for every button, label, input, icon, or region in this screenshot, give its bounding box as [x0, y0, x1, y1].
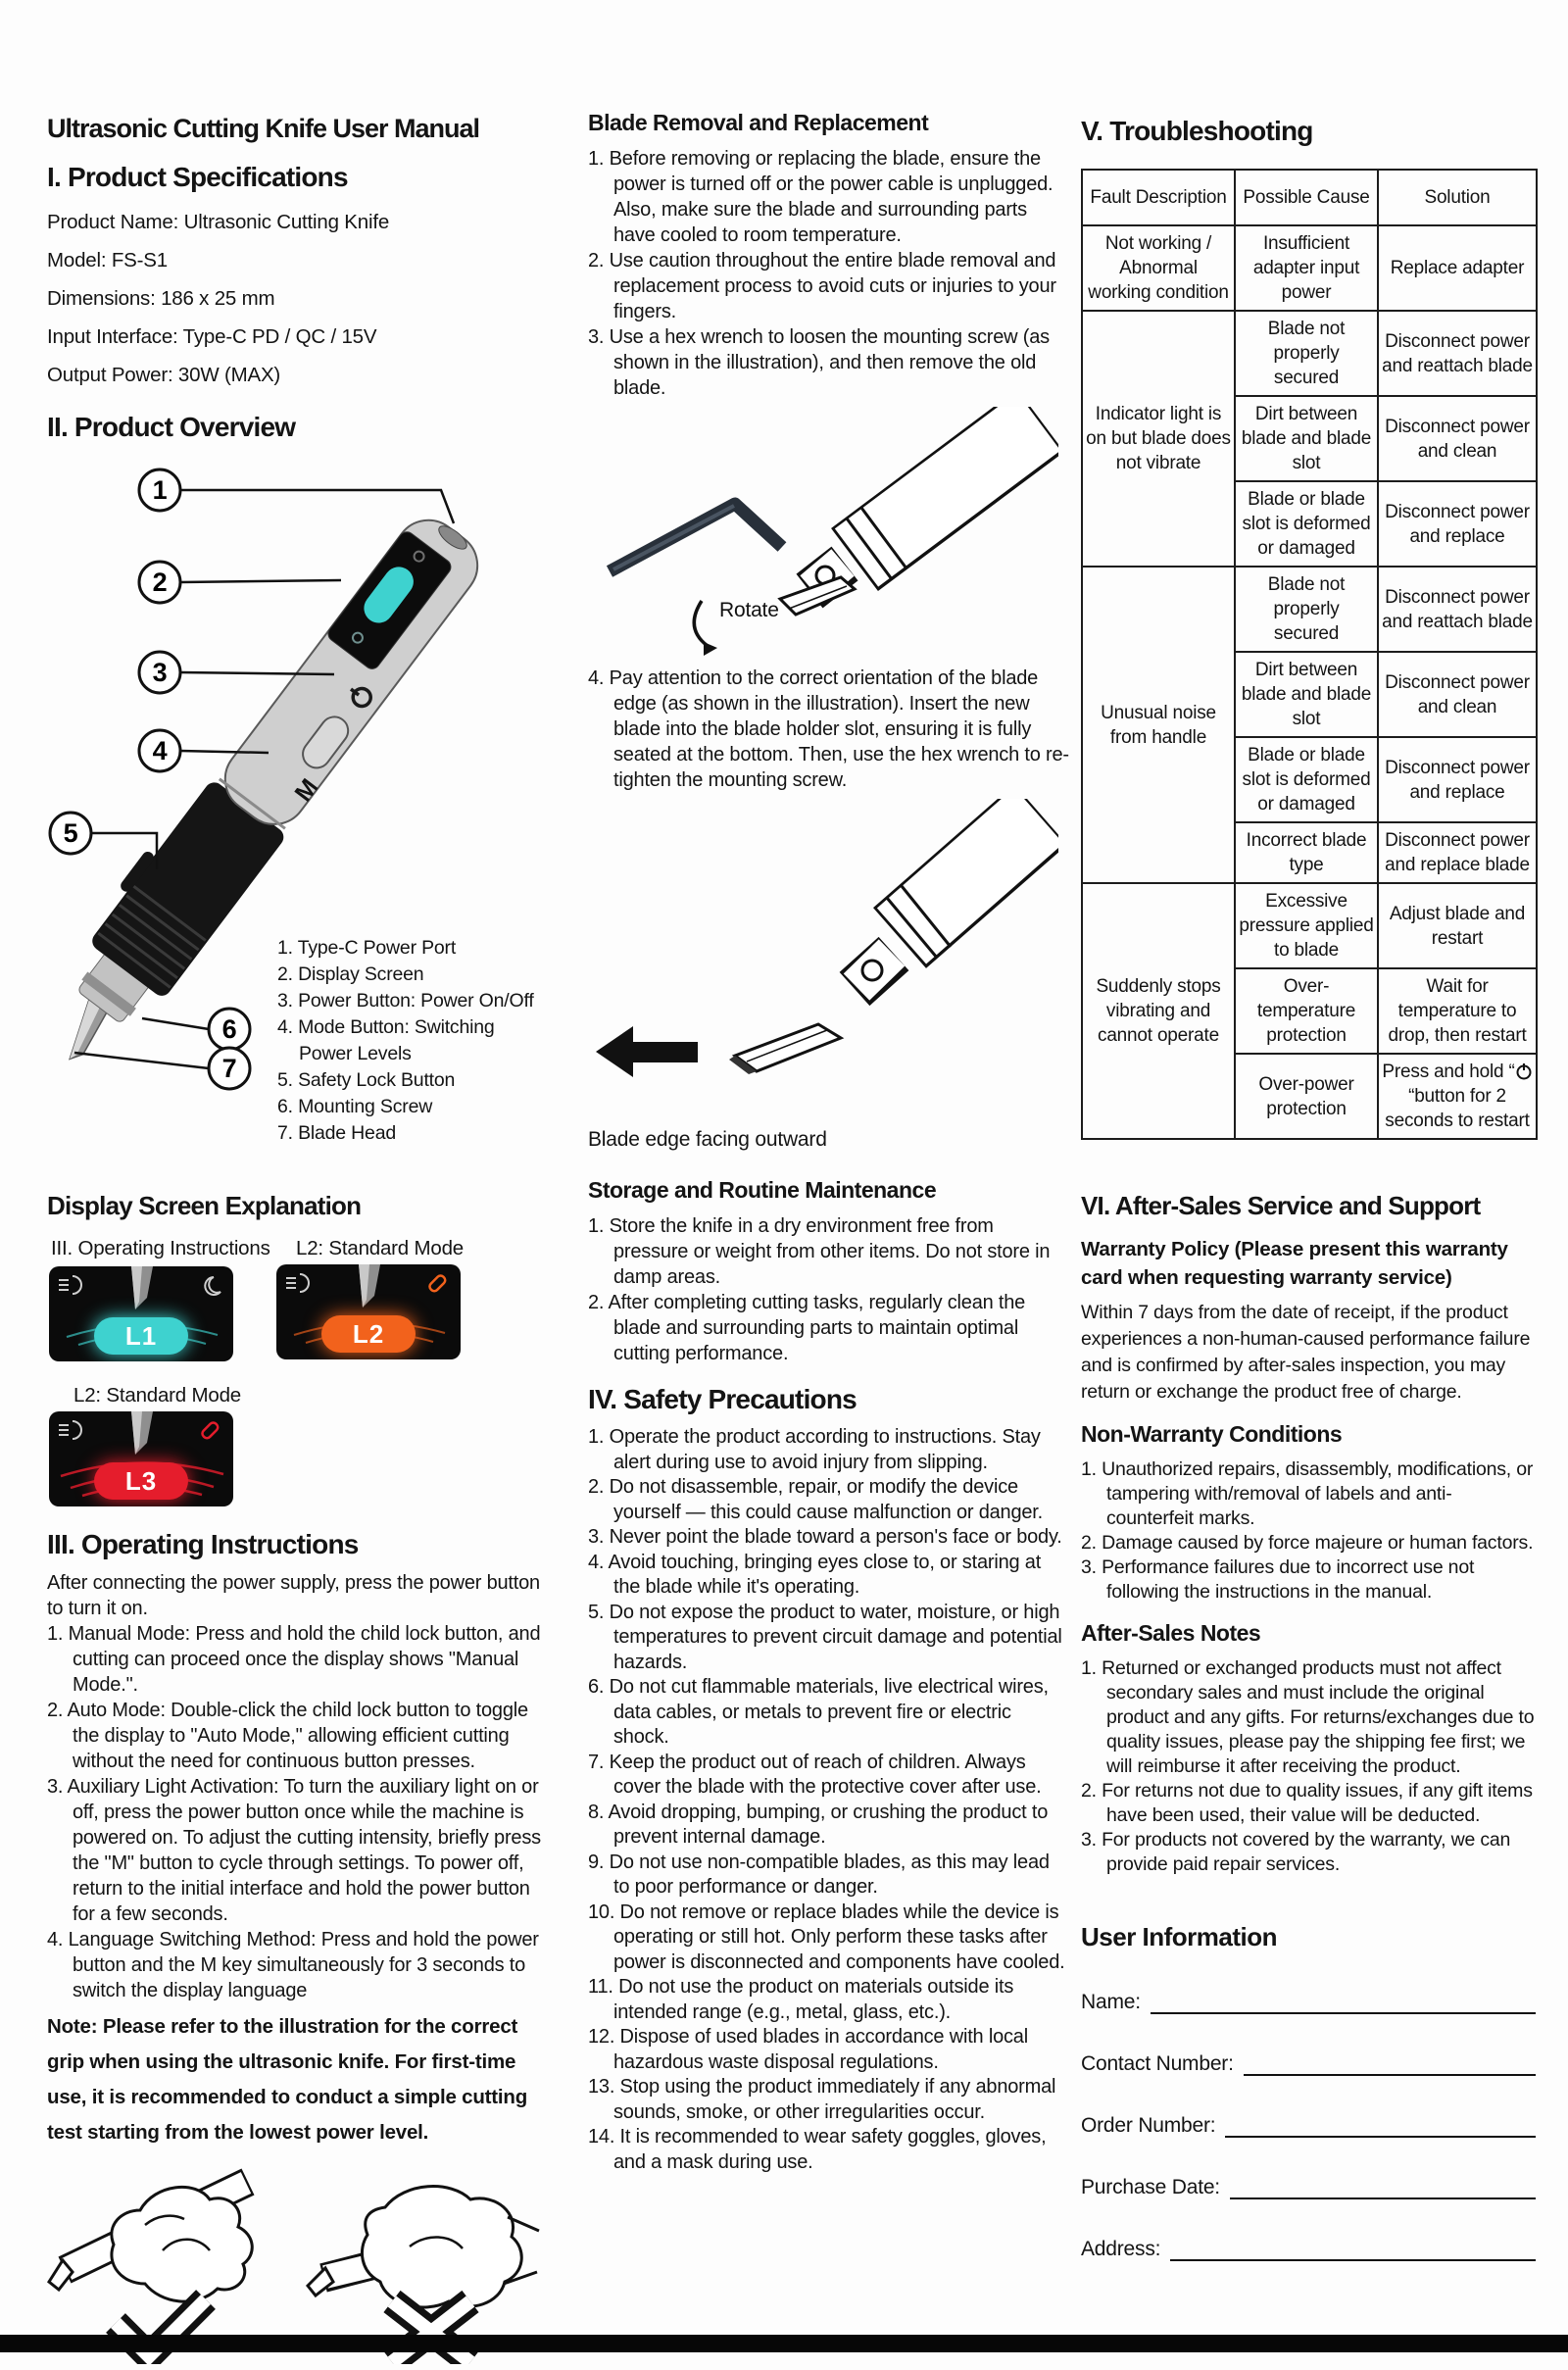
field-name: [1081, 1991, 1536, 2014]
field-purchase-date: [1081, 2176, 1536, 2199]
screen-label-2: L2: Standard Mode: [296, 1237, 464, 1259]
cause-cell: Dirt between blade and blade slot: [1235, 652, 1378, 737]
field-address: [1081, 2238, 1536, 2261]
headlight-icon: [59, 1421, 81, 1439]
page-title: Ultrasonic Cutting Knife User Manual: [47, 114, 480, 143]
solution-cell: Disconnect power and replace blade: [1378, 822, 1537, 883]
table-header-row: [1082, 170, 1537, 225]
safety-item: 11. Do not use the product on materials outside its intended range (e.g., metal, glass, etc.).: [588, 1976, 1014, 2023]
aftersales-notes-heading: After-Sales Notes: [1081, 1620, 1261, 1646]
cause-cell: Incorrect blade type: [1235, 822, 1378, 883]
power-icon: [1515, 1062, 1533, 1080]
headlight-icon: [286, 1274, 309, 1292]
safety-item: 4. Avoid touching, bringing eyes close to, or staring at the blade while it's operating.: [588, 1551, 1042, 1598]
product-overview-illustration: [47, 453, 552, 1173]
cause-cell: Blade or blade slot is deformed or damaged: [1235, 737, 1378, 822]
display-screens: [47, 1235, 552, 1511]
correct-grip: [49, 2182, 252, 2301]
display-explanation-heading: Display Screen Explanation: [47, 1191, 362, 1220]
operating-item: 2. Auto Mode: Double-click the child lock button to toggle the display to "Auto Mode," allowing efficient cutting without the need for continuous button presses.: [47, 1700, 528, 1772]
storage-list: [588, 1213, 1070, 1366]
nonwarranty-item: 1. Unauthorized repairs, disassembly, modifications, or tampering with/removal of labels and anti-counterfeit marks.: [1081, 1458, 1534, 1529]
aftersales-note-item: 1. Returned or exchanged products must not affect secondary sales and must include the original product and any gifts. For returns/exchanges due to quality issues, please pay the shipping fee first; we will reimburse it after receiving the product.: [1081, 1657, 1535, 1777]
solution-cell: Replace adapter: [1378, 225, 1537, 311]
direction-arrow: [596, 1026, 698, 1077]
part-item: 6. Mounting Screw: [277, 1096, 433, 1117]
spec-line: Product Name: Ultrasonic Cutting Knife: [47, 211, 390, 233]
nonwarranty-heading: Non-Warranty Conditions: [1081, 1421, 1343, 1447]
write-in-line: [1170, 2240, 1536, 2261]
col-header-fault: Fault Description: [1082, 170, 1235, 225]
section-aftersales-heading: VI. After-Sales Service and Support: [1081, 1191, 1481, 1220]
pencil-icon: [428, 1274, 447, 1293]
part-item: 7. Blade Head: [277, 1122, 396, 1144]
callout-6: 6: [221, 1014, 237, 1044]
troubleshooting-table: [1081, 169, 1538, 1140]
screen-l2: [276, 1264, 461, 1359]
field-label: Order Number:: [1081, 2114, 1216, 2137]
hand-outline: [362, 2187, 521, 2307]
power-level-badge: L1: [94, 1317, 188, 1355]
moon-icon: [205, 1277, 220, 1295]
rotate-arrow: [694, 601, 708, 646]
cause-cell: Blade not properly secured: [1235, 311, 1378, 396]
scan-edge-bar: [0, 2335, 1568, 2352]
screen-label-3: L2: Standard Mode: [74, 1384, 241, 1407]
safety-item: 13. Stop using the product immediately if any abnormal sounds, smoke, or other irregularities occur.: [588, 2076, 1056, 2123]
section-troubleshooting-heading: V. Troubleshooting: [1081, 116, 1313, 146]
blade-holder-hole: [862, 961, 882, 980]
safety-item: 12. Dispose of used blades in accordance with local hazardous waste disposal regulations.: [588, 2026, 1028, 2073]
blade-removal-heading: Blade Removal and Replacement: [588, 110, 929, 135]
fault-cell: Unusual noise from handle: [1082, 567, 1235, 883]
table-row: [1082, 567, 1537, 652]
screen-label-1: III. Operating Instructions: [51, 1237, 270, 1259]
power-level-badge: L2: [321, 1315, 416, 1353]
callout-3: 3: [152, 658, 168, 687]
safety-item: 10. Do not remove or replace blades while the device is operating or still hot. Only perform these tasks after power is disconnected and components have cooled.: [588, 1901, 1065, 1973]
cause-cell: Blade not properly secured: [1235, 567, 1378, 652]
solution-cell: Disconnect power and clean: [1378, 396, 1537, 481]
safety-item: 6. Do not cut flammable materials, live electrical wires, data cables, or metals to prevent fire or electric shock.: [588, 1676, 1049, 1748]
spec-line: Input Interface: Type-C PD / QC / 15V: [47, 325, 377, 348]
aftersales-note-item: 3. For products not covered by the warranty, we can provide paid repair services.: [1081, 1829, 1511, 1875]
spec-line: Output Power: 30W (MAX): [47, 364, 281, 386]
safety-item: 7. Keep the product out of reach of children. Always cover the blade with the protective cover after use.: [588, 1751, 1042, 1798]
column-middle: [588, 110, 1070, 2175]
part-item: 4. Mode Button: Switching Power Levels: [277, 1016, 495, 1064]
callout-4: 4: [152, 736, 168, 765]
safety-item: 9. Do not use non-compatible blades, as this may lead to poor performance or danger.: [588, 1851, 1050, 1898]
storage-item: 2. After completing cutting tasks, regularly clean the blade and surrounding parts to maintain optimal cutting performance.: [588, 1292, 1026, 1364]
cause-cell: Blade or blade slot is deformed or damaged: [1235, 481, 1378, 567]
table-row: [1082, 883, 1537, 968]
col-header-solution: Solution: [1378, 170, 1537, 225]
fault-cell: Indicator light is on but blade does not vibrate: [1082, 311, 1235, 567]
fault-cell: Not working / Abnormal working condition: [1082, 225, 1235, 311]
callout-5: 5: [63, 818, 78, 848]
solution-cell-power: Press and hold ““button for 2 seconds to restart: [1378, 1054, 1537, 1139]
solution-cell: Disconnect power and reattach blade: [1378, 567, 1537, 652]
spec-list: [47, 203, 552, 394]
blade-caption: Blade edge facing outward: [588, 1128, 827, 1151]
safety-item: 1. Operate the product according to instructions. Stay alert during use to avoid injury from slipping.: [588, 1426, 1041, 1473]
cause-cell: Dirt between blade and blade slot: [1235, 396, 1378, 481]
operating-note: Note: Please refer to the illustration for the correct grip when using the ultrasonic knife. For first-time use, it is recommended to conduct a simple cutting test starting from the lowest power level.: [47, 2015, 528, 2144]
mode-button-label: M: [289, 773, 324, 807]
solution-cell: Disconnect power and clean: [1378, 652, 1537, 737]
solution-cell: Disconnect power and replace: [1378, 737, 1537, 822]
operating-item: 4. Language Switching Method: Press and hold the power button and the M key simultaneously for 3 seconds to switch the display language: [47, 1929, 539, 2001]
field-label: Purchase Date:: [1081, 2176, 1220, 2198]
storage-heading: Storage and Routine Maintenance: [588, 1177, 937, 1203]
hand-outline: [112, 2187, 252, 2301]
field-contact-number: [1081, 2052, 1536, 2076]
blade-removal-item: 1. Before removing or replacing the blade, ensure the power is turned off or the power cable is unplugged. Also, make sure the blade and surrounding parts have cooled to room temperature.: [588, 148, 1054, 246]
solution-cell: Adjust blade and restart: [1378, 883, 1537, 968]
field-order-number: [1081, 2114, 1536, 2138]
field-label: Contact Number:: [1081, 2052, 1234, 2075]
solution-cell: Disconnect power and replace: [1378, 481, 1537, 567]
table-row: [1082, 225, 1537, 311]
cause-cell: Over-power protection: [1235, 1054, 1378, 1139]
warranty-policy-heading: Warranty Policy (Please present this warranty card when requesting warranty service): [1081, 1238, 1508, 1289]
section-safety-heading: IV. Safety Precautions: [588, 1384, 857, 1414]
operating-item: 1. Manual Mode: Press and hold the child lock button, and cutting can proceed once the display shows "Manual Mode.".: [47, 1623, 541, 1696]
cause-cell: Excessive pressure applied to blade: [1235, 883, 1378, 968]
column-right: [1081, 116, 1536, 2261]
fault-cell: Suddenly stops vibrating and cannot operate: [1082, 883, 1235, 1139]
safety-item: 3. Never point the blade toward a person's face or body.: [588, 1526, 1062, 1548]
aftersales-notes-list: [1081, 1656, 1536, 1877]
field-label: Address:: [1081, 2238, 1161, 2260]
section-operating-heading: III. Operating Instructions: [47, 1529, 359, 1559]
solution-cell: Wait for temperature to drop, then restart: [1378, 968, 1537, 1054]
screen-l3: [49, 1411, 233, 1506]
blade-removal-item-4: 4. Pay attention to the correct orientation of the blade edge (as shown in the illustration). Insert the new blade into the blade holder slot, ensuring it is fully seated at the bottom. Then, use the hex wrench to re-tighten the mounting screw.: [588, 667, 1069, 791]
cross-icon: [392, 2301, 470, 2362]
safety-list: [588, 1425, 1070, 2175]
grip-illustration: [47, 2156, 549, 2364]
incorrect-grip: [308, 2187, 539, 2307]
loosen-screw-illustration: [588, 407, 1058, 660]
part-item: 3. Power Button: Power On/Off: [277, 990, 534, 1012]
headlight-icon: [59, 1276, 81, 1294]
write-in-line: [1244, 2054, 1536, 2076]
table-row: [1082, 311, 1537, 396]
write-in-line: [1151, 1993, 1536, 2014]
warranty-policy-text: Within 7 days from the date of receipt, if the product experiences a non-human-caused performance failure and is confirmed by after-sales inspection, you may return or exchange the product free of charge.: [1081, 1302, 1531, 1403]
safety-item: 8. Avoid dropping, bumping, or crushing the product to prevent internal damage.: [588, 1801, 1049, 1848]
pencil-icon: [201, 1421, 220, 1440]
callout-2: 2: [152, 568, 168, 597]
cause-cell: Over-temperature protection: [1235, 968, 1378, 1054]
rotate-label: Rotate: [719, 599, 779, 621]
operating-item: 3. Auxiliary Light Activation: To turn the auxiliary light on or off, press the power button once while the machine is powered on. To adjust the cutting intensity, briefly press the "M" button to cycle through settings. To power off, return to the initial interface and hold the power button for a few seconds.: [47, 1776, 541, 1925]
blade-insert-illustration: [588, 799, 1058, 1122]
field-label: Name:: [1081, 1991, 1141, 2013]
spec-line: Model: FS-S1: [47, 249, 168, 272]
safety-item: 2. Do not disassemble, repair, or modify the device yourself — this could cause malfunction or danger.: [588, 1476, 1044, 1523]
part-item: 1. Type-C Power Port: [277, 937, 457, 959]
part-item: 2. Display Screen: [277, 963, 424, 985]
section-overview-heading: II. Product Overview: [47, 412, 296, 442]
blade-removal-item: 2. Use caution throughout the entire blade removal and replacement process to avoid cuts or injuries to your fingers.: [588, 250, 1056, 322]
nonwarranty-list: [1081, 1457, 1536, 1605]
aftersales-note-item: 2. For returns not due to quality issues, if any gift items have been used, their value will be deducted.: [1081, 1780, 1533, 1826]
safety-item: 14. It is recommended to wear safety goggles, gloves, and a mask during use.: [588, 2126, 1047, 2173]
userinfo-heading: User Information: [1081, 1922, 1278, 1951]
cause-cell: Insufficient adapter input power: [1235, 225, 1378, 311]
blade-removal-item: 3. Use a hex wrench to loosen the mounting screw (as shown in the illustration), and then remove the old blade.: [588, 326, 1050, 399]
nonwarranty-item: 2. Damage caused by force majeure or human factors.: [1081, 1532, 1534, 1554]
col-header-cause: Possible Cause: [1235, 170, 1378, 225]
part-item: 5. Safety Lock Button: [277, 1069, 456, 1091]
screen-l1: [49, 1266, 233, 1361]
blade-removal-list: [588, 146, 1070, 401]
operating-list: [47, 1621, 552, 2003]
nonwarranty-item: 3. Performance failures due to incorrect use not following the instructions in the manual.: [1081, 1556, 1475, 1603]
storage-item: 1. Store the knife in a dry environment free from pressure or weight from other items. Do not store in damp areas.: [588, 1215, 1051, 1288]
power-level-badge: L3: [94, 1462, 188, 1500]
solution-cell: Disconnect power and reattach blade: [1378, 311, 1537, 396]
section-specs-heading: I. Product Specifications: [47, 162, 348, 192]
callout-7: 7: [221, 1054, 237, 1083]
parts-list: [277, 935, 550, 1147]
callout-1: 1: [152, 475, 168, 505]
write-in-line: [1225, 2116, 1536, 2138]
operating-intro: After connecting the power supply, press the power button to turn it on.: [47, 1572, 540, 1619]
safety-item: 5. Do not expose the product to water, moisture, or high temperatures to prevent circuit damage and potential hazards.: [588, 1601, 1062, 1673]
spec-line: Dimensions: 186 x 25 mm: [47, 287, 275, 310]
column-left: [47, 114, 552, 2370]
hex-wrench: [610, 504, 782, 571]
write-in-line: [1230, 2178, 1536, 2199]
